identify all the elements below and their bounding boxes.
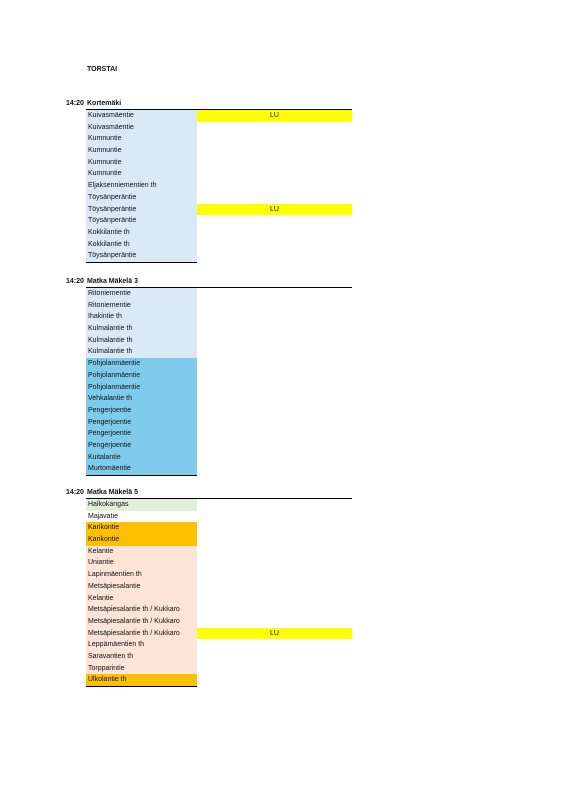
note-cell bbox=[197, 358, 352, 370]
street-cell: Töysänperäntie bbox=[86, 250, 197, 262]
note-cell bbox=[197, 192, 352, 204]
street-cell: Metsäpiesalantie th / Kukkaro bbox=[86, 628, 197, 640]
stop-list bbox=[0, 288, 565, 475]
table-row bbox=[0, 300, 565, 312]
note-cell bbox=[197, 674, 352, 686]
table-row bbox=[0, 651, 565, 663]
street-cell: Kulmalantie th bbox=[86, 346, 197, 358]
table-row bbox=[0, 440, 565, 452]
note-cell bbox=[197, 651, 352, 663]
street-cell: Eljaksenniementien th bbox=[86, 180, 197, 192]
street-cell: Lapinmäentien th bbox=[86, 569, 197, 581]
street-cell: Leppämäentien th bbox=[86, 639, 197, 651]
section-header bbox=[0, 489, 565, 499]
street-cell: Murtomäentie bbox=[86, 463, 197, 475]
street-cell: Kuitalantie bbox=[86, 452, 197, 464]
note-cell bbox=[197, 323, 352, 335]
route-section-kortemaki bbox=[0, 100, 565, 262]
street-cell: Ritoniementie bbox=[86, 288, 197, 300]
table-row bbox=[0, 534, 565, 546]
street-cell: Pohjolanmäentie bbox=[86, 358, 197, 370]
section-name: Matka Mäkelä 3 bbox=[87, 278, 138, 285]
note-cell: LU bbox=[197, 204, 352, 216]
street-cell: Kuivasmäentie bbox=[86, 110, 197, 122]
street-cell: Töysänperäntie bbox=[86, 192, 197, 204]
section-name: Kortemäki bbox=[87, 100, 122, 107]
note-cell: LU bbox=[197, 628, 352, 640]
note-cell bbox=[197, 393, 352, 405]
table-row bbox=[0, 499, 565, 511]
section-bottom-rule bbox=[86, 475, 197, 476]
street-cell: Kumnuntie bbox=[86, 145, 197, 157]
note-cell bbox=[197, 335, 352, 347]
street-cell: Pohjolanmäentie bbox=[86, 370, 197, 382]
table-row bbox=[0, 215, 565, 227]
table-row bbox=[0, 122, 565, 134]
section-time: 14:20 bbox=[66, 100, 84, 107]
table-row bbox=[0, 239, 565, 251]
note-cell bbox=[197, 546, 352, 558]
street-cell: Kokkilantie th bbox=[86, 227, 197, 239]
table-row bbox=[0, 616, 565, 628]
note-cell bbox=[197, 168, 352, 180]
table-row bbox=[0, 511, 565, 523]
table-row bbox=[0, 546, 565, 558]
table-row bbox=[0, 639, 565, 651]
note-cell bbox=[197, 145, 352, 157]
street-cell: Karikontie bbox=[86, 534, 197, 546]
street-cell: Töysänperäntie bbox=[86, 204, 197, 216]
note-cell bbox=[197, 370, 352, 382]
note-cell bbox=[197, 593, 352, 605]
note-cell bbox=[197, 463, 352, 475]
table-row bbox=[0, 522, 565, 534]
table-row bbox=[0, 557, 565, 569]
table-row bbox=[0, 204, 565, 216]
street-cell: Kumnuntie bbox=[86, 157, 197, 169]
note-cell bbox=[197, 288, 352, 300]
street-cell: Töysänperäntie bbox=[86, 215, 197, 227]
table-row bbox=[0, 417, 565, 429]
stop-list bbox=[0, 499, 565, 686]
note-cell bbox=[197, 300, 352, 312]
day-title: TORSTAI bbox=[87, 66, 118, 73]
street-cell: Kumnuntie bbox=[86, 133, 197, 145]
note-cell bbox=[197, 452, 352, 464]
street-cell: Torpparintie bbox=[86, 663, 197, 675]
section-name: Matka Mäkelä 5 bbox=[87, 489, 138, 496]
street-cell: Vehkalantie th bbox=[86, 393, 197, 405]
table-row bbox=[0, 168, 565, 180]
table-row bbox=[0, 250, 565, 262]
note-cell bbox=[197, 417, 352, 429]
street-cell: Ulkolantie th bbox=[86, 674, 197, 686]
table-row bbox=[0, 335, 565, 347]
note-cell bbox=[197, 250, 352, 262]
table-row bbox=[0, 133, 565, 145]
table-row bbox=[0, 428, 565, 440]
street-cell: Pohjolanmäentie bbox=[86, 382, 197, 394]
table-row bbox=[0, 227, 565, 239]
stop-list bbox=[0, 110, 565, 262]
street-cell: Metsäpiesalantie th / Kukkaro bbox=[86, 616, 197, 628]
table-row bbox=[0, 569, 565, 581]
table-row bbox=[0, 628, 565, 640]
note-cell bbox=[197, 239, 352, 251]
street-cell: Pengerjoentie bbox=[86, 440, 197, 452]
section-time: 14:20 bbox=[66, 278, 84, 285]
table-row bbox=[0, 663, 565, 675]
street-cell: Majavatie bbox=[88, 512, 118, 520]
section-bottom-rule bbox=[86, 262, 197, 263]
table-row bbox=[0, 393, 565, 405]
table-row bbox=[0, 581, 565, 593]
section-header bbox=[0, 100, 565, 110]
note-cell bbox=[197, 616, 352, 628]
table-row bbox=[0, 593, 565, 605]
note-cell bbox=[197, 534, 352, 546]
note-cell bbox=[197, 215, 352, 227]
street-cell: Kelantie bbox=[86, 593, 197, 605]
route-section-makela-5 bbox=[0, 489, 565, 686]
table-row bbox=[0, 674, 565, 686]
table-row bbox=[0, 604, 565, 616]
street-cell: Ritoniementie bbox=[86, 300, 197, 312]
section-header bbox=[0, 278, 565, 288]
table-row bbox=[0, 192, 565, 204]
note-cell bbox=[197, 405, 352, 417]
street-cell: Kuivasmäentie bbox=[86, 122, 197, 134]
note-cell bbox=[197, 157, 352, 169]
note-cell bbox=[197, 639, 352, 651]
note-cell bbox=[197, 440, 352, 452]
note-cell bbox=[197, 122, 352, 134]
table-row bbox=[0, 405, 565, 417]
street-cell: Kelantie bbox=[86, 546, 197, 558]
table-row bbox=[0, 452, 565, 464]
street-cell: Karikontie bbox=[86, 522, 197, 534]
table-row bbox=[0, 110, 565, 122]
note-cell bbox=[197, 511, 352, 523]
street-cell: Kokkilantie th bbox=[86, 239, 197, 251]
street-cell: Saravantien th bbox=[86, 651, 197, 663]
route-section-makela-3 bbox=[0, 278, 565, 475]
note-cell bbox=[197, 180, 352, 192]
note-cell bbox=[197, 581, 352, 593]
note-cell bbox=[197, 499, 352, 511]
note-cell bbox=[197, 227, 352, 239]
table-row bbox=[0, 346, 565, 358]
section-time: 14:20 bbox=[66, 489, 84, 496]
table-row bbox=[0, 382, 565, 394]
note-cell bbox=[197, 311, 352, 323]
street-cell: Pengerjoentie bbox=[86, 417, 197, 429]
note-cell bbox=[197, 522, 352, 534]
table-row bbox=[0, 180, 565, 192]
section-bottom-rule bbox=[86, 686, 197, 687]
note-cell bbox=[197, 428, 352, 440]
street-cell: Pengerjoentie bbox=[86, 428, 197, 440]
table-row bbox=[0, 311, 565, 323]
note-cell bbox=[197, 557, 352, 569]
street-cell: Metsäpiesalantie th / Kukkaro bbox=[86, 604, 197, 616]
street-cell: Halkokangas bbox=[86, 499, 197, 511]
street-cell: Ihakintie th bbox=[86, 311, 197, 323]
street-cell: Kulmalantie th bbox=[86, 335, 197, 347]
table-row bbox=[0, 358, 565, 370]
note-cell bbox=[197, 133, 352, 145]
note-cell bbox=[197, 382, 352, 394]
note-cell bbox=[197, 346, 352, 358]
table-row bbox=[0, 157, 565, 169]
street-cell: Metsäpiesalantie bbox=[86, 581, 197, 593]
note-cell: LU bbox=[197, 110, 352, 122]
table-row bbox=[0, 323, 565, 335]
table-row bbox=[0, 288, 565, 300]
table-row bbox=[0, 145, 565, 157]
note-cell bbox=[197, 569, 352, 581]
note-cell bbox=[197, 604, 352, 616]
street-cell: Kulmalantie th bbox=[86, 323, 197, 335]
street-cell: Kumnuntie bbox=[86, 168, 197, 180]
table-row bbox=[0, 463, 565, 475]
street-cell: Uniantie bbox=[86, 557, 197, 569]
street-cell: Pengerjoentie bbox=[86, 405, 197, 417]
table-row bbox=[0, 370, 565, 382]
note-cell bbox=[197, 663, 352, 675]
